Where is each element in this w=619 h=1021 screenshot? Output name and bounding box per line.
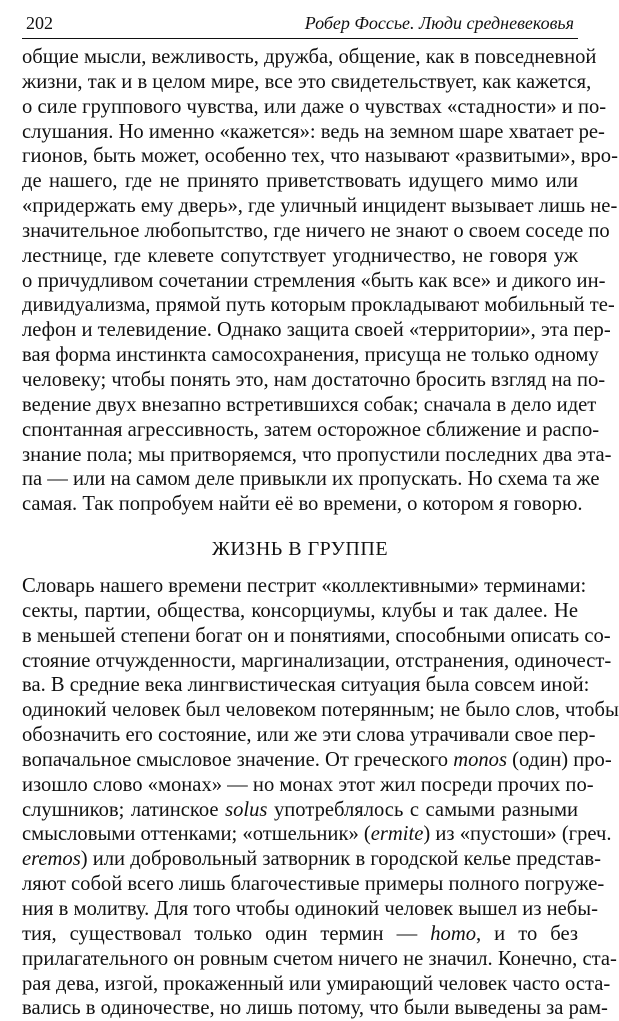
text-line: «придержать ему дверь», где уличный инцидент вызывает лишь не- <box>22 195 618 218</box>
text-line: ведение двух внезапно встретившихся собак; сначала в дело идет <box>22 393 597 416</box>
text-line: о силе группового чувства, или даже о чувствах «стадности» и по- <box>22 95 607 118</box>
text-line: де нашего, где не принято приветствовать идущего мимо или <box>22 170 578 193</box>
text-line: Словарь нашего времени пестрит «коллективными» терминами: <box>22 575 587 598</box>
text-line: па — или на самом деле привыкли их пропускать. Но схема та же <box>22 468 600 491</box>
text-line: лестнице, где клевете сопутствует угодничество, не говоря уж <box>22 244 578 267</box>
text-line: значительное любопытство, где ничего не знают о своем соседе по <box>22 219 610 242</box>
paragraph-2 <box>22 574 619 1021</box>
text-line: ляют собой всего лишь благочестивые примеры полного погруже- <box>22 873 605 896</box>
text-line: жизни, так и в целом мире, все это свидетельствует, как кажется, <box>22 70 592 93</box>
text-line: изошло слово «монах» — но монах этот жил посреди прочих по- <box>22 773 594 796</box>
text-line: обозначить его состояние, или же эти слова утрачивали свое пер- <box>22 724 596 747</box>
text-line: вались в одиночестве, но лишь потому, что были выведены за рам- <box>22 997 608 1020</box>
text-line: знание пола; мы притворяемся, что пропустили последних два эта- <box>22 443 612 466</box>
text-line: самая. Так попробуем найти её во времени, о котором я говорю. <box>22 493 583 516</box>
running-title: Робер Фоссье. Люди средневековья <box>304 13 574 33</box>
text-line: слушников; латинское solus употреблялось с самыми разными <box>22 798 578 821</box>
text-line: тия, существовал только один термин — homo, и то без <box>22 922 578 945</box>
text-line: eremos) или добровольный затворник в городской келье представ- <box>22 848 601 871</box>
text-line: дивидуализма, прямой путь которым прокладывают мобильный те- <box>22 294 615 317</box>
text-line: стояние отчужденности, маргинализации, отстранения, одиночест- <box>22 649 612 672</box>
text-line: смысловыми оттенками; «отшельник» (ermite) из «пустоши» (греч. <box>22 823 612 846</box>
text-line: одинокий человек был человеком потерянным; не было слов, чтобы <box>22 699 619 722</box>
text-line: в меньшей степени богат он и понятиями, способными описать со- <box>22 624 611 647</box>
text-line: секты, партии, общества, консорциумы, клубы и так далее. Не <box>22 599 578 622</box>
section-heading: ЖИЗНЬ В ГРУППЕ <box>211 538 389 561</box>
text-line: рая дева, изгой, прокаженный или умирающий человек часто оста- <box>22 972 611 995</box>
text-line: вопачальное смысловое значение. От греческого monos (один) про- <box>22 748 612 771</box>
text-line: ва. В средние века лингвистическая ситуация была совсем иной: <box>22 674 590 697</box>
text-line: человеку; чтобы понять это, нам достаточно бросить взгляд на по- <box>22 368 606 391</box>
running-head <box>22 12 578 39</box>
text-line: гионов, быть может, особенно тех, что называют «развитыми», вро- <box>22 145 618 168</box>
text-line: общие мысли, вежливость, дружба, общение, как в повседневной <box>22 46 597 68</box>
text-line: о причудливом сочетании стремления «быть как все» и дикого ин- <box>22 269 606 292</box>
text-line: спонтанная агрессивность, затем осторожное сближение и распо- <box>22 418 600 441</box>
text-line: прилагательного он ровным счетом ничего не значил. Конечно, ста- <box>22 947 617 970</box>
text-line: лефон и телевидение. Однако защита своей «территории», эта пер- <box>22 319 611 342</box>
paragraph-1 <box>22 45 618 517</box>
text-line: ния в молитву. Для того чтобы одинокий человек вышел из небы- <box>22 898 598 920</box>
text-line: вая форма инстинкта самосохранения, присуща не только одному <box>22 344 599 367</box>
text-line: слушания. Но именно «кажется»: ведь на земном шаре хватает ре- <box>22 120 605 143</box>
page-number: 202 <box>26 13 53 33</box>
